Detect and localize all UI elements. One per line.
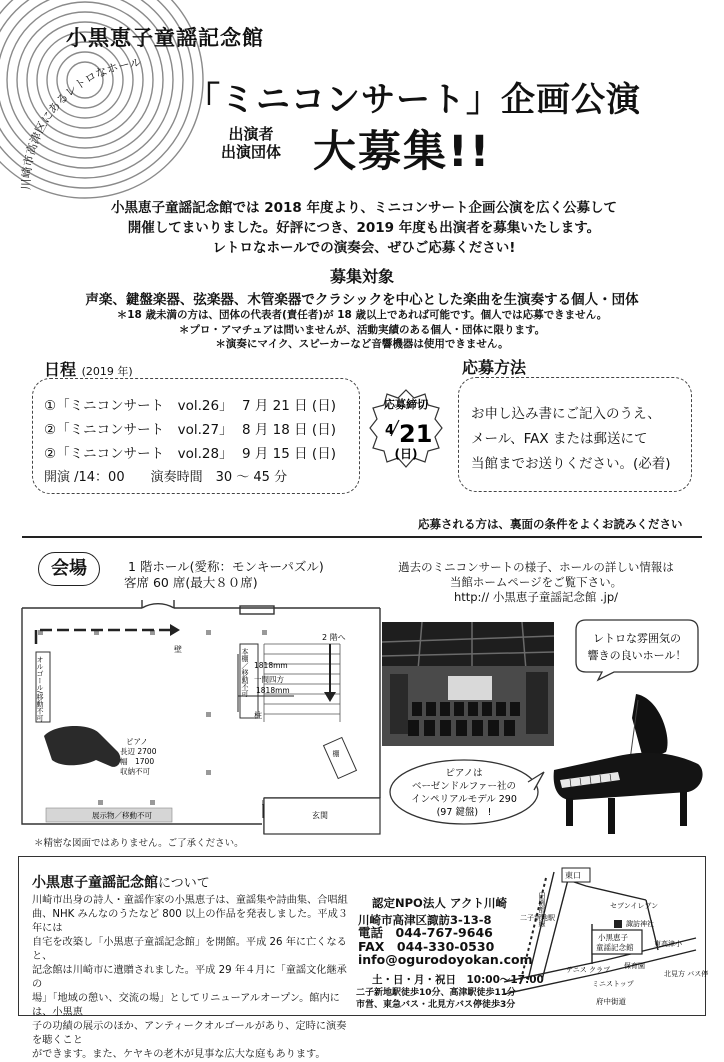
piano-image	[548, 688, 708, 838]
map-line: 田園都市線	[538, 892, 546, 927]
schedule-concert: ②「ミニコンサート vol.28」	[44, 446, 233, 462]
plan-note: ＊精密な図面ではありません。ご了承ください。	[34, 838, 244, 849]
map-nursery: 保育園	[624, 962, 645, 970]
piano-bubble	[388, 758, 544, 826]
plan-pillar: 柱	[254, 711, 262, 720]
phone: 電話 044-767-9646	[358, 925, 493, 940]
about-title	[32, 872, 210, 892]
schedule-row	[44, 442, 336, 462]
schedule-year: (2019 年)	[81, 365, 133, 378]
schedule-date: 7 月 21 日 (日)	[242, 398, 336, 414]
performer-label-1: 出演者	[228, 125, 274, 143]
apply-line-3: 当館までお送りください。(必着)	[471, 456, 671, 472]
target-description: 声楽、鍵盤楽器、弦楽器、木管楽器でクラシックを中心とした楽曲を生演奏する個人・団体	[85, 292, 639, 308]
plan-wall: 壁	[174, 645, 182, 654]
map-seven: セブンイレブン	[610, 902, 659, 910]
headline: 「ミニコンサート」企画公演	[186, 80, 641, 120]
about-line: 場」「地域の憩い、交流の場」としてリニューアルオープン。館内には、小黒恵	[32, 993, 340, 1018]
schedule-title	[44, 357, 133, 380]
divider	[22, 536, 702, 538]
deadline-label: 応募締切	[384, 398, 428, 411]
deadline-weekday: (日)	[394, 447, 418, 461]
map-road: 府中街道	[596, 997, 626, 1006]
plan-organ: オルゴール/移動不可	[36, 656, 44, 722]
access-info	[356, 987, 516, 1011]
plan-piano-fixed: 収納不可	[120, 767, 150, 776]
deadline-day: 21	[399, 420, 433, 448]
floor-plan	[18, 604, 380, 834]
schedule-time: 開演 /14：00 演奏時間 30 ～ 45 分	[44, 470, 288, 485]
map-venue-1: 小黒恵子	[598, 933, 628, 942]
about-line: 川崎市出身の詩人・童謡作家の小黒恵子は、童謡集や詩曲集、合唱組	[32, 895, 348, 906]
apply-box	[458, 377, 692, 492]
access-map	[496, 864, 709, 1012]
map-suwa: 諏訪神社	[626, 920, 654, 928]
about-line: 子の功績の展示のほか、アンティークオルゴールがあり、定時に演奏を聴くこと	[32, 1021, 347, 1046]
plan-dim-1: 1818mm	[254, 661, 288, 670]
schedule-concert: ①「ミニコンサート vol.26」	[44, 398, 233, 414]
plan-stairs: 2 階へ	[322, 633, 346, 642]
hall-info	[386, 560, 686, 605]
email[interactable]: info@ogurodoyokan.com	[358, 952, 533, 967]
plan-entrance: 玄関	[312, 811, 328, 820]
plan-piano: ピアノ	[126, 737, 148, 746]
about-line: 記念館は川崎市に遺贈されました。平成 29 年４月に「童謡文化継承の	[32, 965, 347, 990]
schedule-row	[44, 394, 336, 414]
about-line: 曲、NHK みんなのうたなど 800 以上の作品を発表しました。平成３年には	[32, 909, 348, 934]
access-line-1: 二子新地駅徒歩10分、高津駅徒歩11分	[356, 988, 517, 998]
about-body	[32, 894, 354, 1062]
hall-seats: 客席 60 席(最大８０席)	[124, 575, 258, 590]
address: 川崎市高津区諏訪3-13-8	[358, 913, 492, 927]
access-line-2: 市営、東急バス・北見方バス停徒歩3分	[356, 1000, 516, 1010]
intro-line-3: レトロなホールでの演奏会、ぜひご応募ください!	[212, 240, 516, 256]
bubble2-line-1: ピアノは	[445, 768, 483, 779]
apply-title: 応募方法	[462, 358, 527, 377]
apply-line-1: お申し込み書にご記入のうえ、	[471, 406, 661, 422]
plan-piano-width: 幅 1700	[120, 757, 155, 766]
target-notes	[0, 308, 724, 352]
plan-square: 一間四方	[254, 675, 284, 684]
schedule-row	[44, 418, 336, 438]
bubble1-line-1: レトロな雰囲気の	[593, 632, 681, 645]
map-bus: 北見方 バス停	[664, 970, 709, 978]
note-1: ＊18 歳未満の方は、団体の代表者(責任者)が 18 歳以上であれば可能です。個人では応募できません。	[116, 309, 608, 321]
bubble2-line-2: ベーゼンドルファー社の	[411, 781, 517, 792]
svg-text:川崎市高津区にあるレトロなホール	[19, 55, 143, 190]
plan-display: 展示物／移動不可	[92, 811, 152, 820]
about-title-bold: 小黒恵子童謡記念館	[32, 875, 158, 891]
hall-photo	[382, 622, 554, 746]
deadline-month: 4	[385, 423, 395, 438]
about-title-rest: について	[158, 876, 210, 891]
plan-shelf: 棚	[332, 750, 340, 757]
about-line: 自宅を改築し「小黒恵子童謡記念館」を開館。平成 26 年に亡くなると、	[32, 937, 347, 962]
caution-text: 応募される方は、裏面の条件をよくお読みください	[418, 517, 683, 531]
performer-label	[206, 125, 296, 161]
note-3: ＊演奏にマイク、スピーカーなど音響機器は使用できません。	[215, 338, 509, 350]
intro-line-1: 小黒恵子童謡記念館では 2018 年度より、ミニコンサート企画公演を広く公募して	[111, 200, 617, 216]
opening-hours: 土・日・月・祝日 10:00～17:00	[372, 974, 544, 986]
hall-name: 1 階ホール(愛称：モンキーパズル)	[128, 559, 324, 574]
plan-bookshelf: 本棚／移動不可	[241, 648, 249, 697]
schedule-title-text: 日程	[44, 360, 77, 379]
target-title: 募集対象	[329, 267, 394, 286]
venue-badge: 会場	[38, 552, 100, 586]
info-line-2: 当館ホームページをご覧下さい。	[449, 575, 623, 589]
map-tennis: テニス クラブ	[566, 966, 610, 974]
arc-caption-text: 川崎市高津区にあるレトロなホール	[18, 55, 142, 191]
map-ministop: ミニストップ	[592, 980, 634, 988]
hall-bubble	[574, 618, 700, 680]
schedule-date: 9 月 15 日 (日)	[242, 446, 336, 462]
schedule-date: 8 月 18 日 (日)	[242, 422, 336, 438]
bubble2-line-3: インペリアルモデル 290	[411, 794, 517, 805]
bubble1-line-2: 響きの良いホール！	[587, 649, 687, 662]
intro-text	[84, 198, 644, 258]
venue-title: 小黒恵子童謡記念館	[66, 26, 264, 50]
map-venue-2: 童謡記念館	[596, 943, 634, 952]
map-school: 東高津小	[654, 940, 682, 948]
info-line-1: 過去のミニコンサートの様子、ホールの詳しい情報は	[398, 560, 674, 574]
intro-line-2: 開催してまいりました。好評につき、2019 年度も出演者を募集いたします。	[127, 220, 601, 236]
plan-piano-length: 長辺 2700	[120, 747, 157, 756]
plan-dim-2: 1818mm	[256, 686, 290, 695]
map-station: 二子新地駅	[520, 914, 555, 922]
about-line: ができます。また、ケヤキの老木が見事な広大な庭もあります。	[32, 1049, 326, 1060]
apply-line-2: メール、FAX または郵送にて	[471, 431, 648, 447]
fax: FAX 044-330-0530	[358, 938, 495, 954]
deadline-badge	[368, 386, 444, 476]
schedule-concert: ②「ミニコンサート vol.27」	[44, 422, 233, 438]
info-line-3: http:// 小黒恵子童謡記念館 .jp/	[453, 590, 619, 604]
recruit-heading: 大募集!!	[313, 127, 492, 177]
npo-name: 認定NPO法人 アクト川崎	[372, 896, 507, 910]
note-2: ＊プロ・アマチュアは問いませんが、活動実績のある個人・団体に限ります。	[178, 323, 546, 336]
performer-label-2: 出演団体	[220, 143, 281, 161]
bubble2-line-4: (97 鍵盤) !	[436, 807, 492, 818]
map-east-exit: 東口	[565, 871, 581, 880]
